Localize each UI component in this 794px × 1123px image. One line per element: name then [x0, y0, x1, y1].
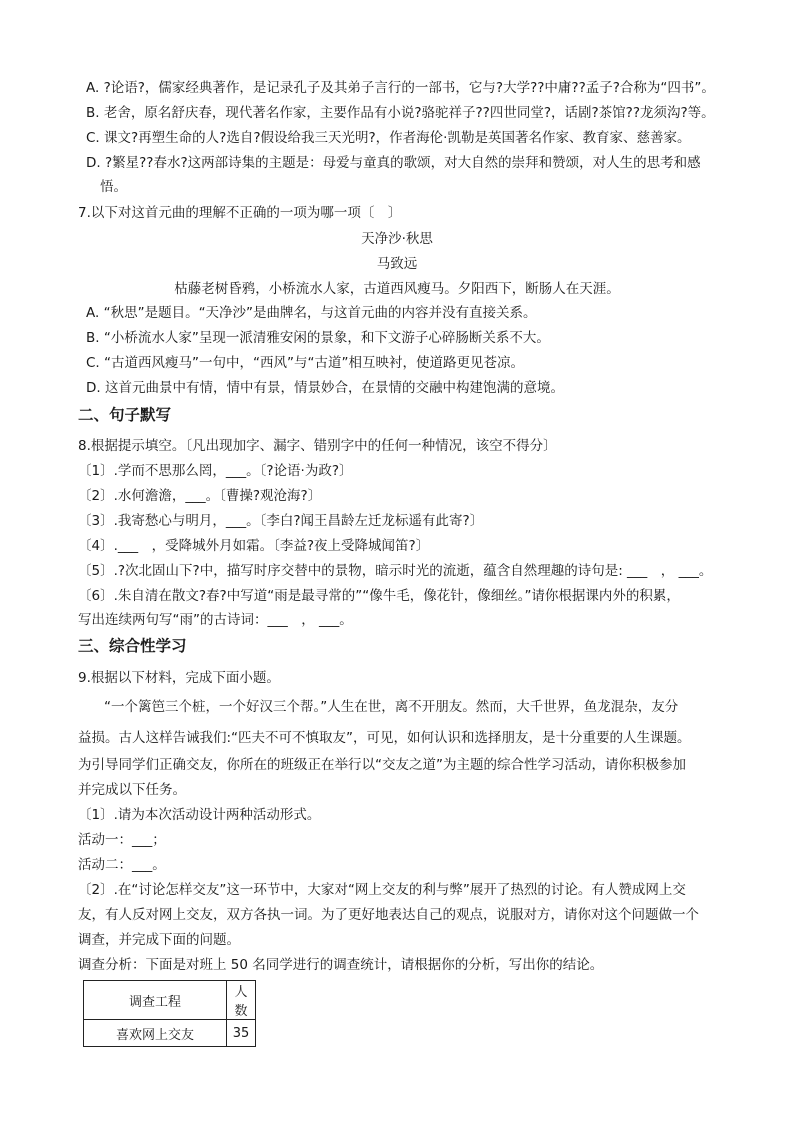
q6-option-a: A. ?论语?，儒家经典著作，是记录孔子及其弟子言行的一部书，它与?大学??中庸??孟子?合称为“四书”。: [86, 80, 715, 96]
material-line-3: 为引导同学们正确交友，你所在的班级正在举行以“交友之道”为主题的综合性学习活动，请你积极参加: [78, 757, 686, 773]
table-header-row: [84, 981, 256, 1020]
q7-option-a: A. “秋思”是题目。“天净沙”是曲牌名，与这首元曲的内容并没有直接关系。: [86, 305, 537, 321]
poem-title: 天净沙·秋思: [361, 231, 433, 247]
q8-item-5: 〔5〕.?次北固山下?中，描写时序交替中的景物，暗示时光的流逝，蕴含自然理趣的诗句是: ___ ， ___。: [78, 563, 713, 579]
q8-item-1: 〔1〕.学而不思那么罔，___。〔?论语·为政?〕: [78, 463, 353, 479]
section-heading-2: 二、句子默写: [78, 406, 172, 424]
table-cell: 喜欢网上交友: [84, 1020, 227, 1047]
q8-stem: 8.根据提示填空。〔凡出现加字、漏字、错别字中的任何一种情况，该空不得分〕: [78, 438, 557, 454]
q7-option-d: D. 这首元曲景中有情，情中有景，情景妙合，在景情的交融中构建饱满的意境。: [86, 380, 564, 396]
table-row: [84, 1020, 256, 1047]
table-cell: 35: [227, 1020, 256, 1047]
q6-option-b: B. 老舍，原名舒庆春，现代著名作家，主要作品有小说?骆驼祥子??四世同堂?，话剧?茶馆??龙须沟?等。: [86, 105, 715, 121]
table-header: 人数: [227, 981, 256, 1020]
q8-item-3: 〔3〕.我寄愁心与明月，___。〔李白?闻王昌龄左迁龙标遥有此寄?〕: [78, 513, 484, 529]
q8-item-6: 〔6〕.朱自清在散文?春?中写道“雨是最寻常的”“像牛毛，像花针，像细丝。”请你根据课内外的积累，: [78, 588, 680, 604]
q6-option-d: D. ?繁星??春水?这两部诗集的主题是：母爱与童真的歌颂，对大自然的崇拜和赞颂，对人生的思考和感: [86, 155, 701, 171]
q9-sub2-line-3: 调查，并完成下面的问题。: [78, 932, 240, 948]
q8-item-4: 〔4〕.___ ，受降城外月如霜。〔李益?夜上受降城闻笛?〕: [78, 538, 430, 554]
q9-sub1: 〔1〕.请为本次活动设计两种活动形式。: [78, 807, 321, 823]
q7-stem: 7.以下对这首元曲的理解不正确的一项为哪一项〔 〕: [78, 205, 402, 221]
q7-option-b: B. “小桥流水人家”呈现一派清雅安闲的景象，和下文游子心碎肠断关系不大。: [86, 330, 550, 346]
q9-sub2-line-1: 〔2〕.在“讨论怎样交友”这一环节中，大家对“网上交友的利与弊”展开了热烈的讨论。有人赞成网上交: [78, 882, 686, 898]
q6-option-c: C. 课文?再塑生命的人?选自?假设给我三天光明?，作者海伦·凯勒是英国著名作家、教育家、慈善家。: [86, 130, 691, 146]
poem-text: 枯藤老树昏鸦，小桥流水人家，古道西风瘦马。夕阳西下，断肠人在天涯。: [174, 281, 620, 297]
q8-item-2: 〔2〕.水何澹澹，___。〔曹操?观沧海?〕: [78, 488, 322, 504]
q9-sub2-line-2: 友，有人反对网上交友，双方各执一词。为了更好地表达自己的观点，说服对方，请你对这个问题做一个: [78, 907, 699, 923]
material-line-1: “一个篱笆三个桩，一个好汉三个帮。”人生在世，离不开朋友。然而，大千世界，鱼龙混杂，友分: [104, 699, 679, 715]
activity-2: 活动二：___。: [78, 857, 166, 873]
q9-stem: 9.根据以下材料，完成下面小题。: [78, 670, 280, 686]
material-line-2: 益损。古人这样告诫我们:“匹夫不可不慎取友”，可见，如何认识和选择朋友，是十分重要的人生课题。: [78, 730, 691, 746]
table-header: 调查工程: [84, 981, 227, 1020]
poem-author: 马致远: [376, 256, 418, 272]
survey-table: [83, 980, 256, 1047]
q8-item-6-cont: 写出连续两句写“雨”的古诗词：___ ， ___。: [78, 612, 353, 628]
material-line-4: 并完成以下任务。: [78, 782, 186, 798]
section-heading-3: 三、综合性学习: [78, 637, 187, 655]
q7-option-c: C. “古道西风瘦马”一句中，“西风”与“古道”相互映衬，使道路更见苍凉。: [86, 355, 524, 371]
survey-analysis: 调查分析：下面是对班上 50 名同学进行的调查统计，请根据你的分析，写出你的结论。: [78, 957, 604, 973]
q6-option-d-cont: 悟。: [100, 179, 127, 195]
activity-1: 活动一：___；: [78, 832, 166, 848]
